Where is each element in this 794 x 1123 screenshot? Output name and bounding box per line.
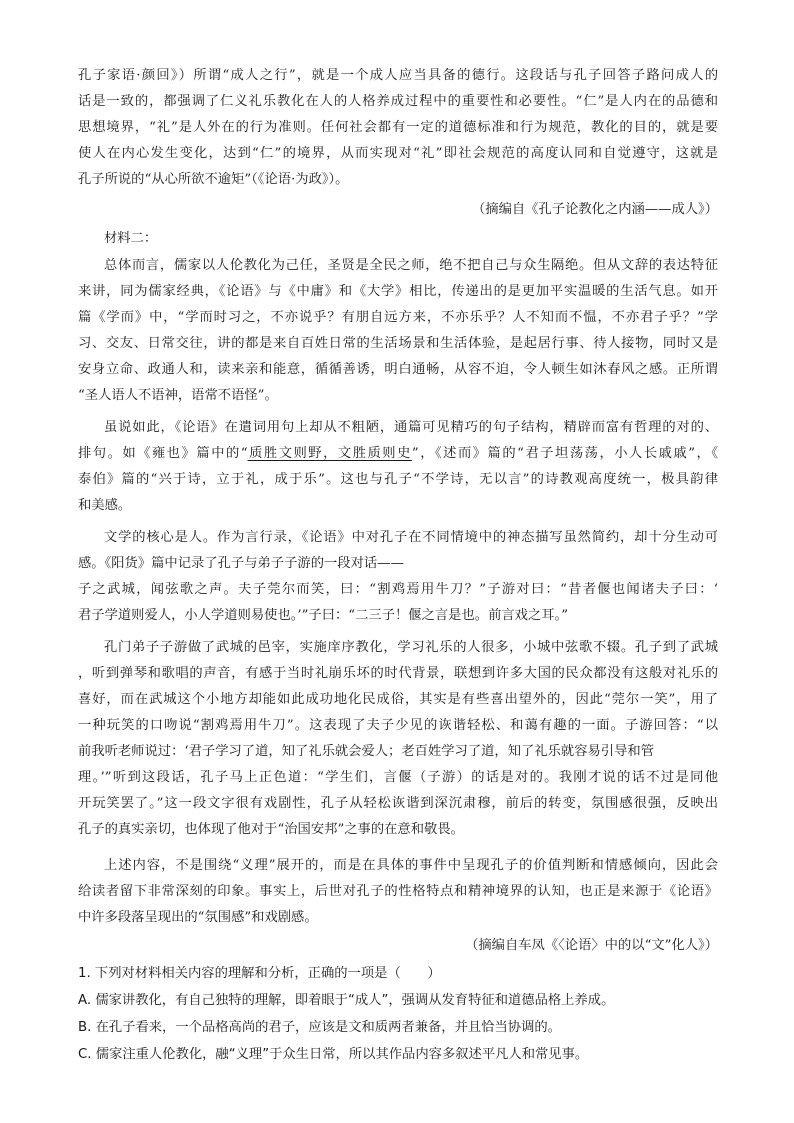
- paragraph-line: 给读者留下非常深刻的印象。事实上，后世对孔子的性格特点和精神境界的认知，也正是来源于《论语》: [78, 884, 718, 899]
- paragraph-line: 孔子所说的“从心所欲不逾矩”（《论语·为政》）。: [78, 172, 349, 187]
- paragraph-line: 一种玩笑的口吻说“割鸡焉用牛刀”。这表现了夫子少见的诙谐轻松、和蔼有趣的一面。子游回答：“以: [78, 718, 718, 733]
- paragraph-line: 安身立命、政通人和，读来亲和能意，循循善诱，明白通畅，从容不迫，令人顿生如沐春风之感。正所谓: [78, 362, 718, 377]
- paragraph-line: 孔子家语·颜回》）所谓“成人之行”，就是一个成人应当具备的德行。这段话与孔子回答子路问成人的: [78, 68, 718, 83]
- underlined-quote: 质胜文则野，文胜质则史: [247, 446, 412, 461]
- answer-option-c: C. 儒家注重人伦教化，融“义理”于众生日常，所以其作品内容多叙述平凡人和常见事。: [78, 1047, 589, 1062]
- question-stem: 1. 下列对材料相关内容的理解和分析，正确的一项是（ ）: [78, 966, 441, 981]
- paragraph-line: 子之武城，闻弦歌之声。夫子莞尔而笑，曰：“割鸡焉用牛刀？”子游对曰：“昔者偃也闻诸夫子曰：‘: [78, 582, 718, 597]
- paragraph-line: 使人在内心发生变化，达到“仁”的境界，从而实现对“礼”即社会规范的高度认同和自觉遵守，这就是: [78, 146, 718, 161]
- paragraph-line: 前我听老师说过：‘君子学习了道，知了礼乐就会爱人；老百姓学习了道，知了礼乐就容易引导和管: [78, 744, 654, 759]
- section-heading: 材料二：: [104, 231, 158, 246]
- paragraph-line: 孔子的真实亲切，也体现了他对于“治国安邦”之事的在意和敬畏。: [78, 822, 464, 837]
- paragraph-line: 开玩笑罢了。”这一段文字很有戏剧性，孔子从轻松诙谐到深沉肃穆，前后的转变，氛围感很强，反映出: [78, 796, 718, 811]
- paragraph-line: “圣人语人不语神，语常不语怪”。: [78, 388, 278, 403]
- paragraph-line: 喜好，而在武城这个小地方却能如此成功地化民成俗，其实是有些喜出望外的，因此“莞尔一笑”，用了: [78, 692, 718, 707]
- paragraph-line: 思想境界，“礼”是人外在的行为准则。任何社会都有一定的道德标准和行为规范，教化的目的，就是要: [78, 120, 718, 135]
- paragraph-line: ，听到弹琴和歌唱的声音，有感于当时礼崩乐坏的时代背景，联想到许多大国的民众都没有这般对礼乐的: [78, 666, 718, 681]
- paragraph-line: 总体而言，儒家以人伦教化为己任，圣贤是全民之师，绝不把自己与众生隔绝。但从文辞的表达特征: [104, 258, 718, 273]
- paragraph-line: 中许多段落呈现出的“氛围感”和戏剧感。: [78, 910, 318, 925]
- paragraph-line: 上述内容，不是围绕“义理”展开的，而是在具体的事件中呈现孔子的价值判断和情感倾向，因此会: [104, 858, 718, 873]
- source-citation: （摘编自车凤《〈论语〉中的以“文”化人》）: [465, 938, 718, 953]
- text-segment: ”，《述而》篇的“君子坦荡荡，小人长戚戚”，《: [411, 446, 718, 461]
- paragraph-line: 话是一致的，都强调了仁义礼乐教化在人的人格养成过程中的重要性和必要性。“仁”是人内在的品德和: [78, 94, 718, 109]
- answer-option-a: A. 儒家讲教化，有自己独特的理解，即着眼于“成人”，强调从发育特征和道德品格上养成。: [78, 993, 615, 1008]
- text-segment: 排句。如《雍也》篇中的“: [78, 446, 248, 461]
- answer-option-b: B. 在孔子看来，一个品格高尚的君子，应该是文和质两者兼备，并且恰当协调的。: [78, 1020, 561, 1035]
- paragraph-line: 文学的核心是人。作为言行录，《论语》中对孔子在不同情境中的神态描写虽然简约，却十分生动可: [104, 530, 718, 545]
- paragraph-line: 习、交友、日常交往，讲的都是来自百姓日常的生活场景和生活体验，是起居行事、待人接物，同时又是: [78, 336, 718, 351]
- paragraph-line: 理。’”听到这段话，孔子马上正色道：“学生们，言偃（子游）的话是对的。我刚才说的话不过是同他: [78, 770, 718, 785]
- paragraph-line: 虽说如此，《论语》在遣词用句上却从不粗陋，通篇可见精巧的句子结构，精辟而富有哲理的对的、: [104, 420, 718, 435]
- source-citation: （摘编自《孔子论教化之内涵——成人》）: [472, 202, 718, 217]
- paragraph-line: 和美感。: [78, 498, 132, 513]
- paragraph-line: 感。《阳货》篇中记录了孔子与弟子子游的一段对话——: [78, 556, 404, 571]
- paragraph-line: [78, 444, 718, 464]
- paragraph-line: 篇《学而》中，“学而时习之，不亦说乎？有朋自远方来，不亦乐乎？人不知而不愠，不亦君子乎？”学: [78, 310, 718, 325]
- paragraph-line: 君子学道则爱人，小人学道则易使也。’”子曰：“二三子！偃之言是也。前言戏之耳。”: [78, 608, 569, 623]
- paragraph-line: 孔门弟子子游做了武城的邑宰，实施庠序教化，学习礼乐的人很多，小城中弦歌不辍。孔子到了武城: [104, 640, 718, 655]
- paragraph-line: 泰伯》篇的“兴于诗，立于礼，成于乐”。这也与孔子“不学诗，无以言”的诗教观高度统一，极具韵律: [78, 472, 718, 487]
- paragraph-line: 来讲，同为儒家经典，《论语》与《中庸》和《大学》相比，传递出的是更加平实温暖的生活气息。如开: [78, 284, 718, 299]
